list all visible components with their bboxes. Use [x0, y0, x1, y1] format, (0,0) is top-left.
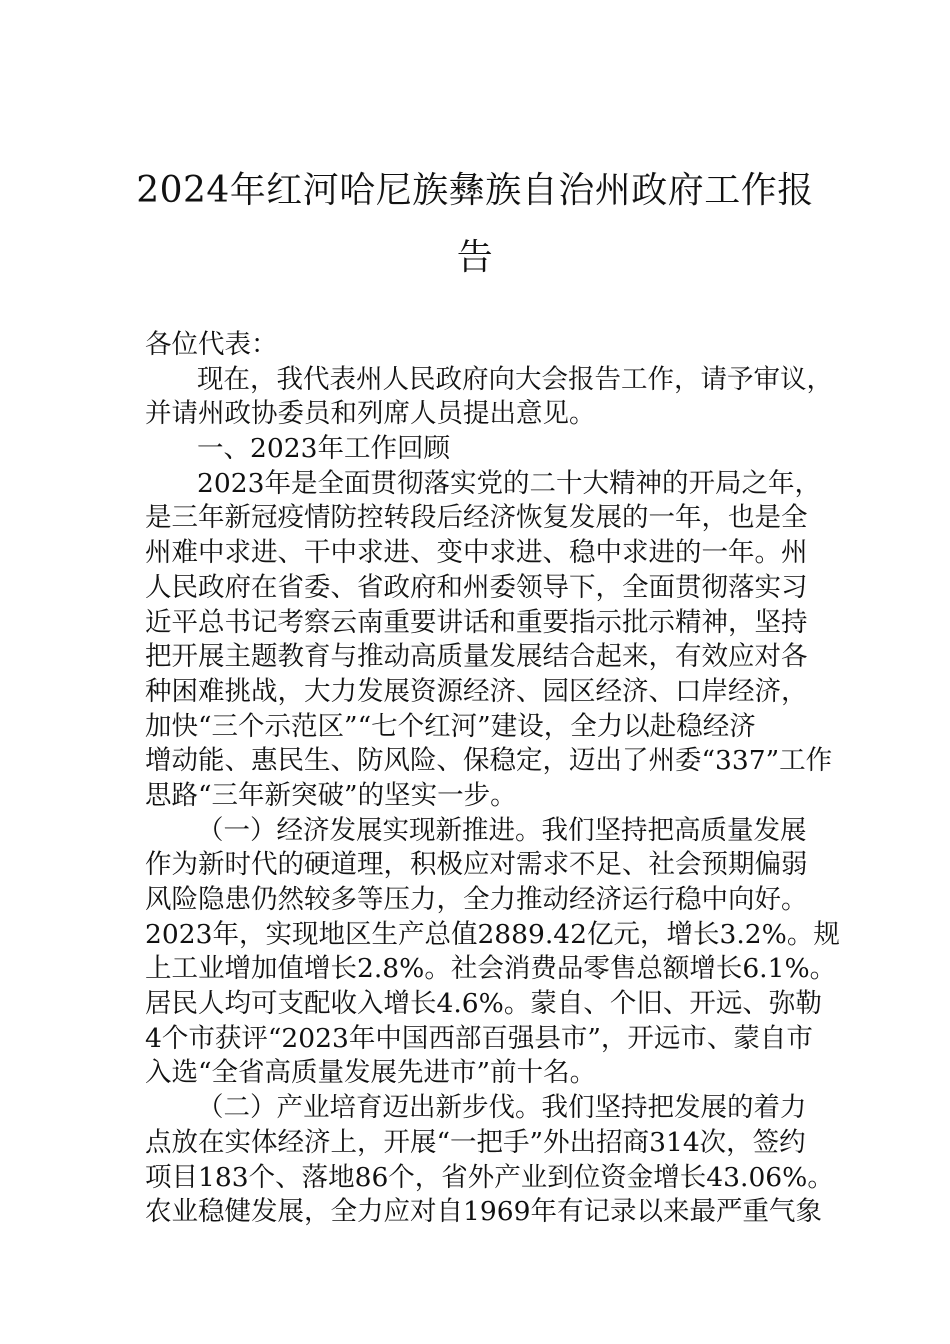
paragraph-line: 作为新时代的硬道理，积极应对需求不足、社会预期偏弱	[145, 849, 808, 881]
subsection-line: （一）经济发展实现新推进。我们坚持把高质量发展	[197, 814, 807, 846]
section-heading: 一、2023年工作回顾	[197, 433, 450, 465]
paragraph-line: 项目183个、落地86个，省外产业到位资金增长43.06%。	[145, 1161, 834, 1193]
paragraph-line: 加快“三个示范区”“七个红河”建设，全力以赴稳经济	[145, 710, 756, 742]
paragraph-line: 农业稳健发展，全力应对自1969年有记录以来最严重气象	[145, 1196, 822, 1228]
subsection-line: （二）产业培育迈出新步伐。我们坚持把发展的着力	[197, 1092, 807, 1124]
document-title-line-1: 2024年红河哈尼族彝族自治州政府工作报	[136, 170, 814, 211]
paragraph-line: 思路“三年新突破”的坚实一步。	[145, 779, 517, 811]
paragraph-line: 风险隐患仍然较多等压力，全力推动经济运行稳中向好。	[145, 884, 808, 915]
paragraph-line: 居民人均可支配收入增长4.6%。蒙自、个旧、开远、弥勒	[145, 988, 822, 1020]
document-body	[145, 328, 840, 1230]
paragraph-line: 近平总书记考察云南重要讲话和重要指示批示精神，坚持	[145, 606, 808, 638]
paragraph-line: 人民政府在省委、省政府和州委领导下，全面贯彻落实习	[145, 571, 808, 603]
paragraph-line: 上工业增加值增长2.8%。社会消费品零售总额增长6.1%。	[145, 953, 837, 985]
paragraph-line: 州难中求进、干中求进、变中求进、稳中求进的一年。州	[145, 537, 808, 569]
paragraph-line: 入选“全省高质量发展先进市”前十名。	[145, 1057, 597, 1089]
paragraph-line: 2023年是全面贯彻落实党的二十大精神的开局之年，	[197, 467, 821, 499]
paragraph-line: 4个市获评“2023年中国西部百强县市”，开远市、蒙自市	[145, 1022, 813, 1054]
paragraph-line: 并请州政协委员和列席人员提出意见。	[145, 398, 596, 430]
paragraph-line: 增动能、惠民生、防风险、保稳定，迈出了州委“337”工作	[145, 745, 833, 777]
paragraph-line: 是三年新冠疫情防控转段后经济恢复发展的一年，也是全	[145, 502, 808, 534]
document-title-line-2: 告	[456, 237, 494, 278]
paragraph-line: 点放在实体经济上，开展“一把手”外出招商314次，签约	[145, 1126, 806, 1158]
paragraph-line: 2023年，实现地区生产总值2889.42亿元，增长3.2%。规	[145, 918, 840, 950]
paragraph-line: 种困难挑战，大力发展资源经济、园区经济、口岸经济，	[145, 675, 808, 707]
paragraph-line: 现在，我代表州人民政府向大会报告工作，请予审议，	[197, 363, 833, 395]
salutation: 各位代表：	[145, 329, 278, 360]
paragraph-line: 把开展主题教育与推动高质量发展结合起来，有效应对各	[145, 641, 808, 673]
